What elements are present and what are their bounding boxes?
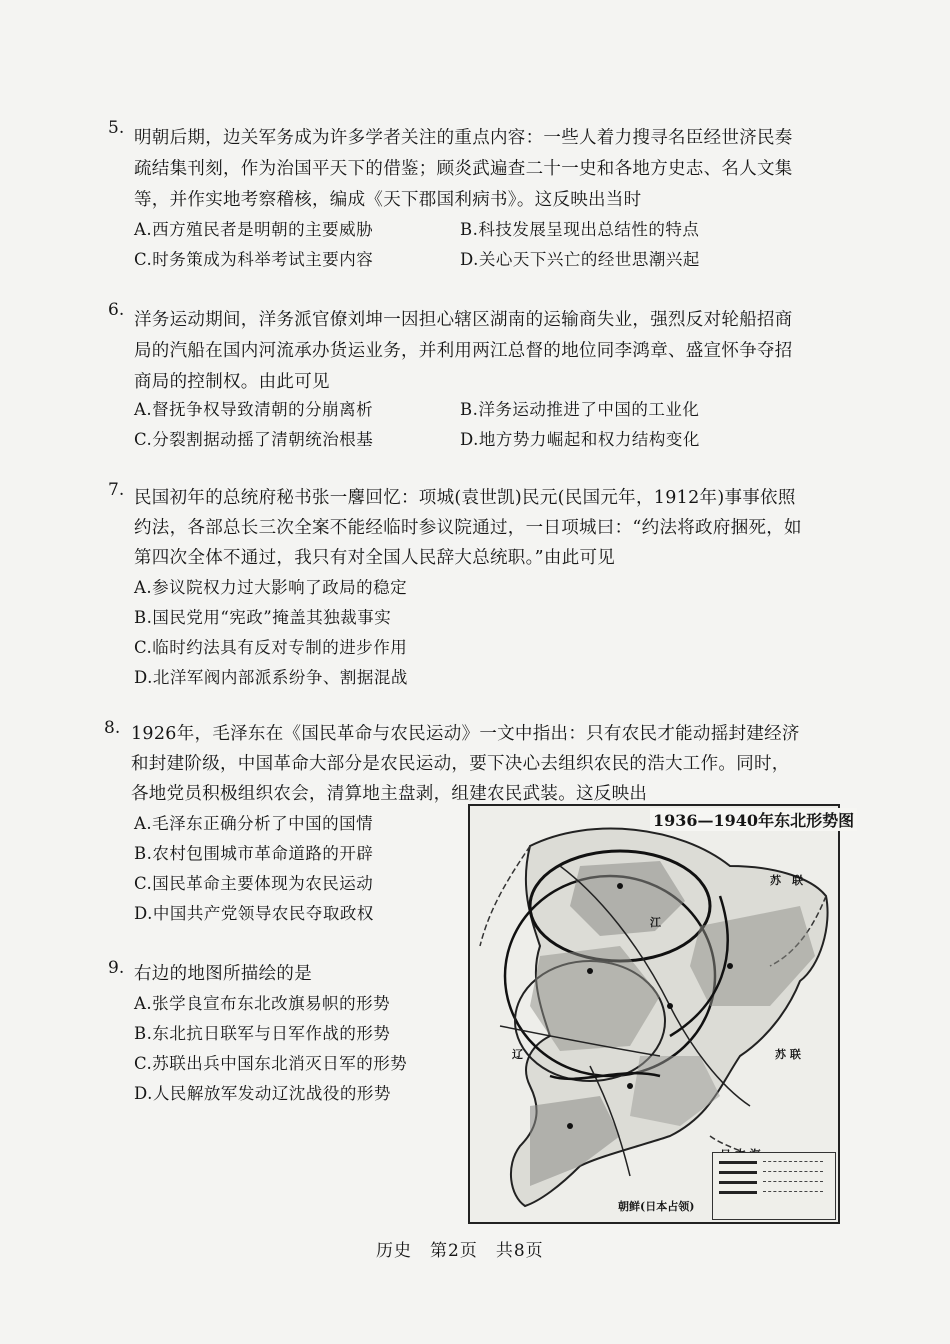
option-b[interactable]: B.国民党用“宪政”掩盖其独裁事实 bbox=[134, 608, 392, 627]
option-a[interactable]: A.张学良宣布东北改旗易帜的形势 bbox=[134, 994, 391, 1013]
question-text-line: 洋务运动期间，洋务派官僚刘坤一因担心辖区湖南的运输商失业，强烈反对轮船招商 bbox=[134, 310, 793, 330]
question-text-line: 约法，各部总长三次全案不能经临时参议院通过，一日项城曰：“约法将政府捆死，如 bbox=[134, 518, 802, 538]
map-label-soviet-north: 苏 联 bbox=[770, 874, 803, 887]
option-d[interactable]: D.地方势力崛起和权力结构变化 bbox=[460, 430, 700, 449]
option-c[interactable]: C.分裂割据动摇了清朝统治根基 bbox=[134, 430, 374, 449]
question-text-line: 民国初年的总统府秘书张一麐回忆：项城(袁世凯)民元(民国元年，1912年)事事依照 bbox=[134, 488, 796, 508]
legend-line bbox=[719, 1181, 757, 1184]
option-b[interactable]: B.农村包围城市革命道路的开辟 bbox=[134, 844, 374, 863]
question-text-line: 和封建阶级，中国革命大部分是农民运动，要下决心去组织农民的浩大工作。同时， bbox=[131, 754, 790, 774]
option-c[interactable]: C.国民革命主要体现为农民运动 bbox=[134, 874, 374, 893]
legend-text-placeholder bbox=[763, 1161, 823, 1166]
northeast-situation-map bbox=[468, 804, 855, 1224]
option-b[interactable]: B.洋务运动推进了中国的工业化 bbox=[460, 400, 700, 419]
question-text-line: 商局的控制权。由此可见 bbox=[134, 372, 330, 392]
legend-text-placeholder bbox=[763, 1191, 823, 1196]
question-number: 9. bbox=[108, 958, 125, 978]
option-b[interactable]: B.东北抗日联军与日军作战的形势 bbox=[134, 1024, 391, 1043]
page-footer: 历史 第2页 共8页 bbox=[376, 1241, 544, 1261]
map-label-jiang: 江 bbox=[650, 916, 661, 929]
option-d[interactable]: D.关心天下兴亡的经世思潮兴起 bbox=[460, 250, 700, 269]
option-d[interactable]: D.人民解放军发动辽沈战役的形势 bbox=[134, 1084, 391, 1103]
legend-line bbox=[719, 1171, 757, 1174]
question-text-line: 明朝后期，边关军务成为许多学者关注的重点内容：一些人着力搜寻名臣经世济民奏 bbox=[134, 128, 793, 148]
question-text-line: 1926年，毛泽东在《国民革命与农民运动》一文中指出：只有农民才能动摇封建经济 bbox=[131, 724, 800, 744]
question-text-line: 等，并作实地考察稽核，编成《天下郡国利病书》。这反映出当时 bbox=[134, 190, 642, 210]
option-c[interactable]: C.时务策成为科举考试主要内容 bbox=[134, 250, 374, 269]
option-c[interactable]: C.临时约法具有反对专制的进步作用 bbox=[134, 638, 408, 657]
option-d[interactable]: D.中国共产党领导农民夺取政权 bbox=[134, 904, 374, 923]
option-a[interactable]: A.毛泽东正确分析了中国的国情 bbox=[134, 814, 374, 833]
question-number: 8. bbox=[104, 718, 121, 738]
question-number: 6. bbox=[108, 300, 125, 320]
map-label-korea: 朝鲜(日本占领) bbox=[618, 1200, 695, 1213]
question-text-line: 右边的地图所描绘的是 bbox=[134, 964, 312, 984]
map-label-liao: 辽 bbox=[512, 1048, 523, 1061]
option-b[interactable]: B.科技发展呈现出总结性的特点 bbox=[460, 220, 700, 239]
legend-text-placeholder bbox=[763, 1181, 823, 1186]
legend-line bbox=[719, 1161, 757, 1164]
legend-line bbox=[719, 1191, 757, 1194]
legend-text-placeholder bbox=[763, 1171, 823, 1176]
question-text-line: 第四次全体不通过，我只有对全国人民辞大总统职。”由此可见 bbox=[134, 548, 616, 568]
option-c[interactable]: C.苏联出兵中国东北消灭日军的形势 bbox=[134, 1054, 408, 1073]
option-a[interactable]: A.督抚争权导致清朝的分崩离析 bbox=[134, 400, 374, 419]
option-d[interactable]: D.北洋军阀内部派系纷争、割据混战 bbox=[134, 668, 408, 687]
question-text-line: 各地党员积极组织农会，清算地主盘剥，组建农民武装。这反映出 bbox=[131, 784, 648, 804]
question-text-line: 局的汽船在国内河流承办货运业务，并利用两江总督的地位同李鸿章、盛宣怀争夺招 bbox=[134, 341, 793, 361]
map-label-soviet-east: 苏 联 bbox=[775, 1048, 801, 1061]
question-number: 5. bbox=[108, 118, 125, 138]
question-text-line: 疏结集刊刻，作为治国平天下的借鉴；顾炎武遍查二十一史和各地方史志、名人文集 bbox=[134, 159, 793, 179]
question-number: 7. bbox=[108, 480, 125, 500]
map-title: 1936—1940年东北形势图 bbox=[650, 808, 857, 831]
option-a[interactable]: A.参议院权力过大影响了政局的稳定 bbox=[134, 578, 408, 597]
map-legend bbox=[712, 1152, 836, 1220]
option-a[interactable]: A.西方殖民者是明朝的主要威胁 bbox=[134, 220, 374, 239]
